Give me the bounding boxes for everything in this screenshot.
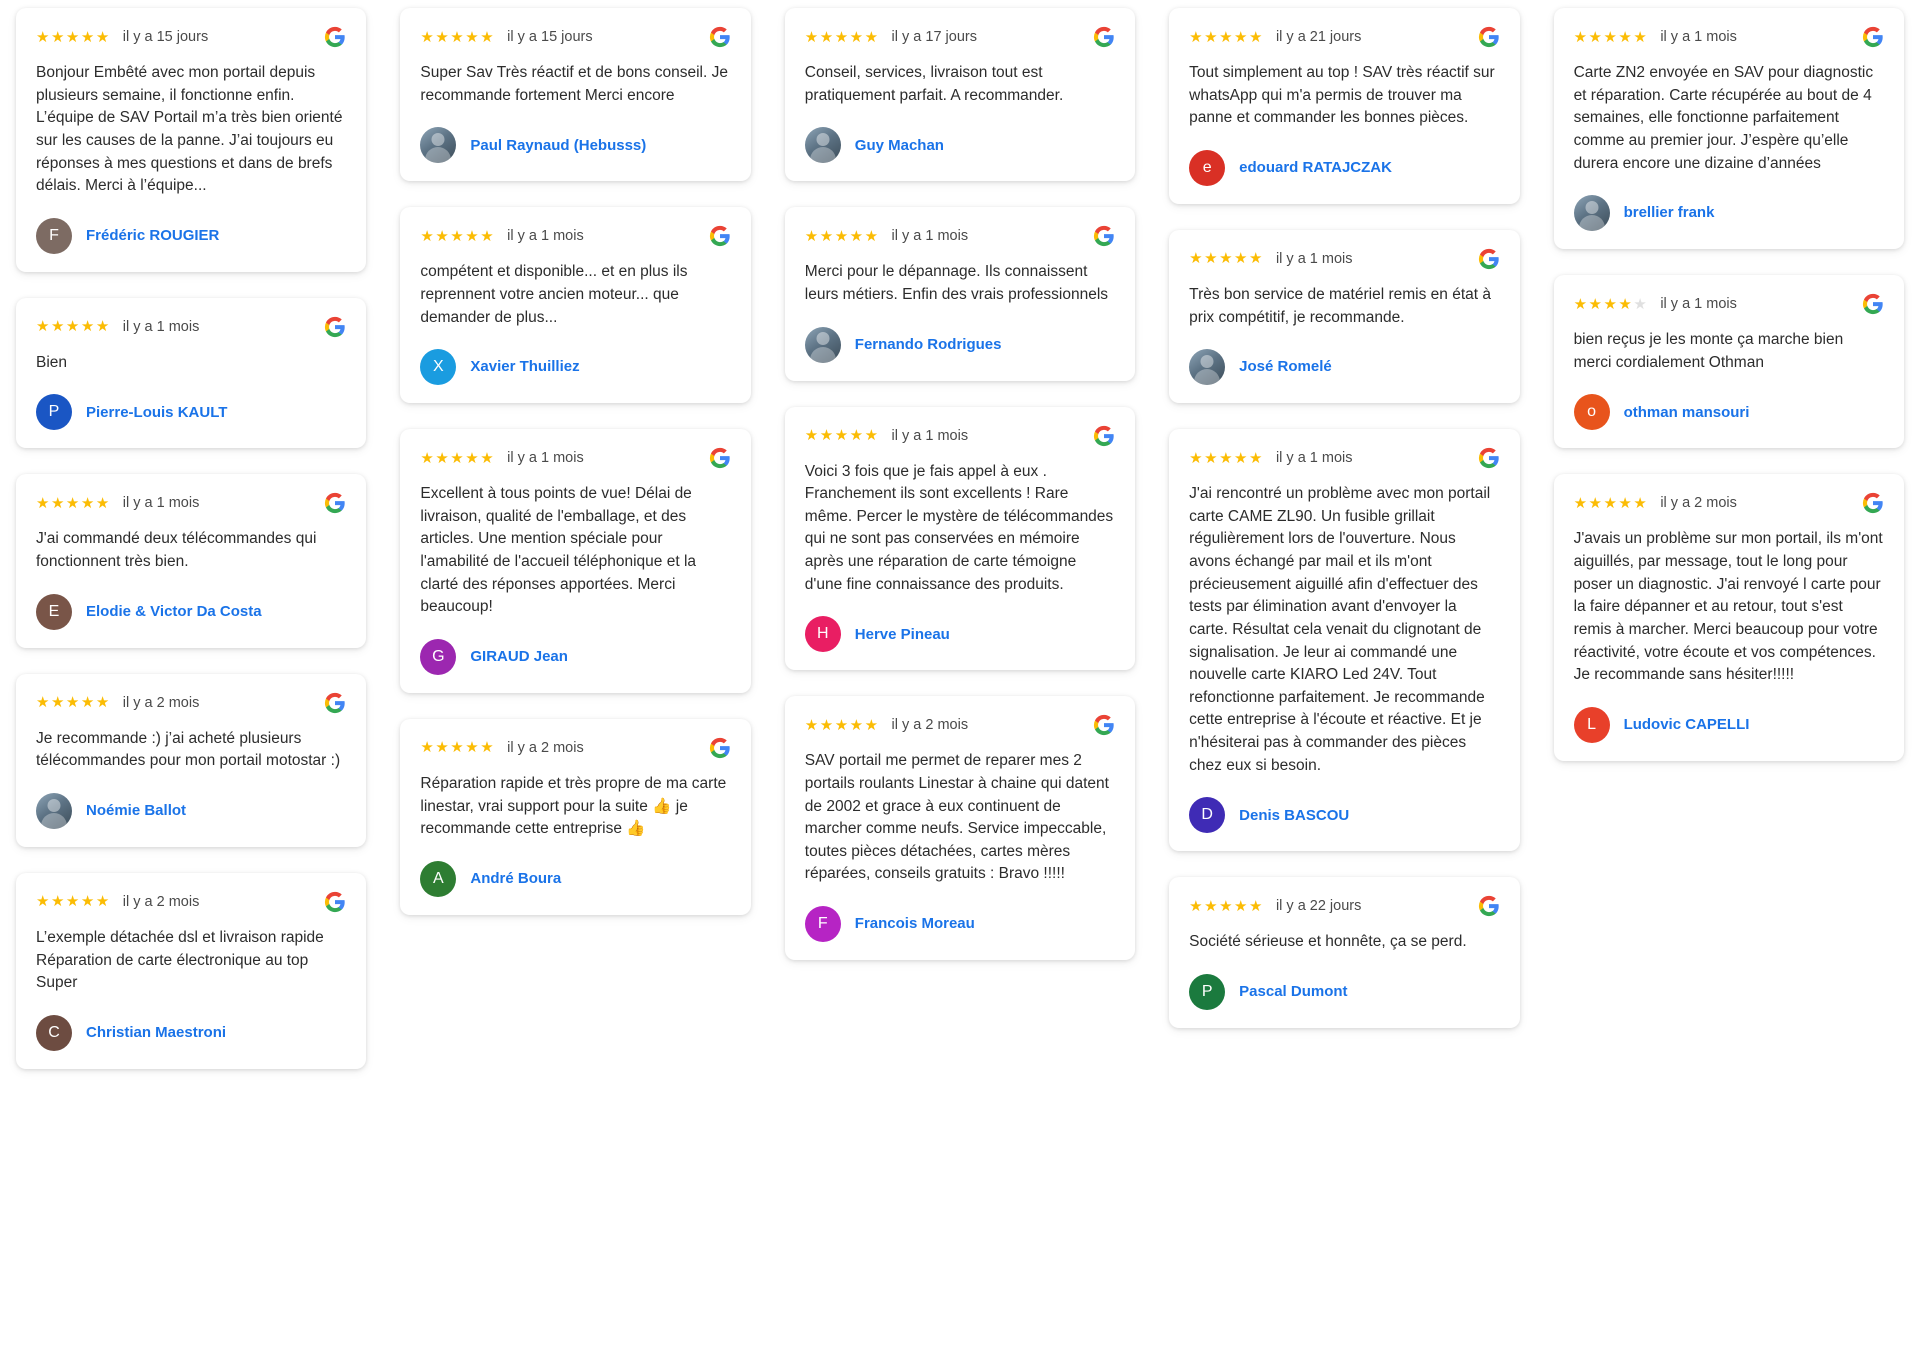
review-time: il y a 15 jours [122, 29, 209, 45]
avatar: X [420, 349, 456, 385]
avatar: P [36, 394, 72, 430]
review-header [805, 425, 1115, 447]
review-header [1574, 492, 1884, 514]
review-text: Société sérieuse et honnête, ça se perd. [1189, 933, 1467, 951]
review-author-row[interactable] [1189, 974, 1499, 1010]
review-author-row[interactable] [1189, 150, 1499, 186]
review-card[interactable] [400, 207, 750, 403]
review-card[interactable] [16, 474, 366, 647]
review-header [1189, 26, 1499, 48]
review-card[interactable] [16, 873, 366, 1069]
google-g-icon [1093, 425, 1115, 447]
review-time: il y a 17 jours [891, 29, 977, 45]
rating-stars: ★★★★★ [804, 28, 880, 46]
review-time: il y a 21 jours [1275, 29, 1362, 45]
review-author-row[interactable] [1574, 195, 1884, 231]
review-author-name[interactable]: Pascal Dumont [1239, 983, 1348, 1001]
review-time: il y a 2 mois [122, 893, 200, 910]
review-text: Conseil, services, livraison tout est pratiquement parfait. A recommander. [804, 64, 1064, 104]
review-time: il y a 2 mois [1660, 495, 1737, 512]
review-author-name[interactable]: othman mansouri [1623, 403, 1750, 421]
google-g-icon [1862, 26, 1884, 48]
review-text: Super Sav Très réactif et de bons conseil. Je recommande fortement Merci encore [420, 64, 728, 104]
avatar: F [36, 218, 72, 254]
google-g-icon [1478, 447, 1500, 469]
review-author-row[interactable] [1189, 797, 1499, 833]
review-author-row[interactable] [1574, 707, 1884, 743]
review-header [420, 737, 730, 759]
review-author-name[interactable]: Noémie Ballot [86, 802, 187, 820]
review-header [1189, 447, 1499, 469]
review-header [1574, 293, 1884, 315]
google-g-icon [1093, 714, 1115, 736]
review-author-name[interactable]: Fernando Rodrigues [854, 335, 1002, 353]
avatar: P [1189, 974, 1225, 1010]
google-g-icon [1478, 26, 1500, 48]
review-text: compétent et disponible... et en plus ils reprennent votre ancien moteur... que demander de plus... [420, 263, 688, 326]
review-text: SAV portail me permet de reparer mes 2 portails roulants Linestar à chaine qui datent de 2002 et grace à eux continuent de marcher comme neufs. Service impeccable, toutes pièces détachées, cartes mères réparées, conseils gratuits : Bravo !!!!! [804, 752, 1109, 883]
rating-stars: ★★★★★ [36, 28, 111, 46]
review-card[interactable] [1554, 275, 1904, 448]
rating-stars: ★★★★★ [1573, 494, 1649, 512]
review-header [36, 492, 346, 514]
review-card[interactable] [1554, 8, 1904, 249]
review-text: Excellent à tous points de vue! Délai de livraison, qualité de l'emballage, et des articles. Une mention spéciale pour l'amabilité de l'accueil téléphonique et la clarté des réponses apportées. Merci beaucoup! [420, 485, 697, 616]
avatar [805, 327, 841, 363]
review-author-row[interactable] [36, 218, 346, 254]
google-g-icon [324, 692, 346, 714]
review-author-row[interactable] [36, 1015, 346, 1051]
review-author-row[interactable] [1574, 394, 1884, 430]
review-card[interactable] [1169, 877, 1519, 1028]
rating-stars: ★★★★★ [36, 893, 111, 911]
rating-stars: ★★★★★ [420, 28, 496, 46]
review-author-name[interactable]: Elodie & Victor Da Costa [86, 602, 262, 620]
rating-stars: ★★★★★ [1189, 250, 1264, 268]
rating-stars: ★★★★★ [1189, 897, 1264, 915]
avatar [36, 793, 72, 829]
review-time: il y a 1 mois [1275, 450, 1353, 467]
review-card[interactable] [1169, 230, 1519, 403]
review-text: Très bon service de matériel remis en état à prix compétitif, je recommande. [1189, 285, 1491, 326]
review-text: J'ai rencontré un problème avec mon portail carte CAME ZL90. Un fusible grillait régulièrement lors de l'ouverture. Nous avons échangé par mail et ils m'ont précieusement aiguillé afin d'effectuer des tests par élimination avant d'envoyer la carte. Résultat cela venait du clignotant de signalisation. Je leur ai commandé une nouvelle carte KIARO Led 24V. Tout refonctionne parfaitement. Je recommande cette entreprise à l'écoute et réactive. Et je n'hésiterai pas à commander des pièces chez eux si besoin. [1189, 485, 1491, 774]
review-card[interactable] [1169, 8, 1519, 204]
google-g-icon [709, 737, 731, 759]
avatar: H [805, 616, 841, 652]
rating-stars: ★★★★★ [804, 427, 880, 444]
review-author-row[interactable] [805, 906, 1115, 942]
review-author-name[interactable]: brellier frank [1623, 204, 1715, 222]
google-g-icon [1478, 895, 1500, 917]
google-g-icon [324, 26, 346, 48]
avatar: G [420, 639, 456, 675]
review-text: L’exemple détachée dsl et livraison rapide Réparation de carte électronique au top Super [36, 928, 324, 992]
review-time: il y a 1 mois [891, 427, 969, 444]
review-time: il y a 22 jours [1275, 898, 1362, 915]
review-author-row[interactable] [1189, 349, 1499, 385]
rating-stars: ★★★★★ [36, 318, 111, 336]
review-text: Merci pour le dépannage. Ils connaissent leurs métiers. Enfin des vrais professionnels [804, 263, 1109, 303]
avatar [1574, 195, 1610, 231]
avatar: D [1189, 797, 1225, 833]
google-g-icon [1093, 26, 1115, 48]
rating-stars: ★★★★★ [1573, 295, 1649, 313]
review-header [36, 692, 346, 714]
avatar: o [1574, 394, 1610, 430]
rating-stars: ★★★★★ [1189, 449, 1264, 467]
review-text: Tout simplement au top ! SAV très réactif sur whatsApp qui m'a permis de trouver ma panne et commander les bonnes pièces. [1189, 64, 1495, 127]
review-time: il y a 1 mois [507, 450, 584, 467]
review-author-name[interactable]: José Romelé [1239, 358, 1332, 376]
review-header [36, 316, 346, 338]
review-card[interactable] [1554, 474, 1904, 760]
avatar: E [36, 594, 72, 630]
review-time: il y a 2 mois [507, 739, 584, 756]
review-time: il y a 1 mois [122, 495, 200, 512]
rating-stars: ★★★★★ [420, 227, 496, 245]
review-author-row[interactable] [36, 793, 346, 829]
review-header [420, 225, 730, 247]
review-author-name[interactable]: Denis BASCOU [1239, 806, 1350, 824]
review-time: il y a 1 mois [1660, 296, 1737, 313]
review-time: il y a 15 jours [507, 29, 593, 45]
google-g-icon [324, 492, 346, 514]
review-card[interactable] [1169, 429, 1519, 851]
review-author-name[interactable]: Pierre-Louis KAULT [86, 403, 228, 421]
review-time: il y a 1 mois [122, 318, 200, 335]
google-g-icon [709, 225, 731, 247]
review-header [805, 26, 1115, 48]
review-author-name[interactable]: André Boura [470, 870, 562, 887]
google-g-icon [709, 447, 731, 469]
review-card[interactable] [785, 407, 1135, 671]
review-card[interactable] [400, 429, 750, 693]
review-author-name[interactable]: Xavier Thuilliez [470, 358, 580, 376]
review-author-name[interactable]: Frédéric ROUGIER [86, 227, 220, 244]
review-header [1189, 248, 1499, 270]
google-g-icon [1862, 293, 1884, 315]
review-author-name[interactable]: Francois Moreau [854, 915, 975, 933]
reviews-grid [10, 8, 1910, 1069]
rating-stars: ★★★★★ [420, 449, 496, 467]
avatar [1189, 349, 1225, 385]
review-card[interactable] [785, 8, 1135, 181]
avatar: A [420, 861, 456, 897]
google-g-icon [324, 316, 346, 338]
review-text: J'avais un problème sur mon portail, ils m'ont aiguillés, par message, tout le long pour poser un diagnostic. J'ai renvoyé l carte pour la faire dépanner et au retour, tout s'est remis à marcher. Merci beaucoup pour votre réactivité, votre écoute et vos compétences. Je recommande sans hésiter!!!!! [1573, 530, 1883, 684]
review-author-row[interactable] [420, 349, 730, 385]
review-header [420, 447, 730, 469]
review-header [1189, 895, 1499, 917]
rating-stars: ★★★★★ [1189, 28, 1264, 46]
review-time: il y a 1 mois [1275, 250, 1353, 267]
review-author-row[interactable] [36, 594, 346, 630]
review-time: il y a 1 mois [1660, 29, 1737, 45]
review-card[interactable] [400, 719, 750, 915]
review-text: Réparation rapide et très propre de ma carte linestar, vrai support pour la suite 👍 je recommande cette entreprise 👍 [420, 774, 727, 838]
rating-stars: ★★★★★ [804, 227, 880, 245]
review-text: Je recommande :) j’ai acheté plusieurs télécommandes pour mon portail motostar :) [36, 729, 341, 770]
rating-stars: ★★★★★ [420, 739, 496, 757]
avatar [805, 127, 841, 163]
review-text: J'ai commandé deux télécommandes qui fonctionnent très bien. [36, 530, 317, 570]
review-time: il y a 2 mois [891, 717, 969, 734]
review-card[interactable] [400, 8, 750, 181]
review-card[interactable] [785, 207, 1135, 380]
avatar: F [805, 906, 841, 942]
review-time: il y a 1 mois [891, 228, 969, 245]
review-header [805, 225, 1115, 247]
review-header [1574, 26, 1884, 48]
review-author-row[interactable] [805, 127, 1115, 163]
review-author-name[interactable]: edouard RATAJCZAK [1239, 159, 1392, 177]
google-g-icon [709, 26, 731, 48]
review-author-name[interactable]: Guy Machan [854, 136, 944, 154]
review-card[interactable] [16, 674, 366, 847]
review-card[interactable] [785, 696, 1135, 960]
review-text: Bonjour Embêté avec mon portail depuis plusieurs semaine, il fonctionne enfin. L’équipe de SAV Portail m’a très bien orienté sur les causes de la panne. J’ai toujours eu réponses à mes questions et dans de brefs délais. Merci à l’équipe... [36, 64, 343, 195]
review-author-row[interactable] [805, 327, 1115, 363]
review-time: il y a 1 mois [507, 228, 584, 245]
review-author-row[interactable] [805, 616, 1115, 652]
review-header [36, 26, 346, 48]
review-text: Bien [36, 353, 68, 371]
review-header [805, 714, 1115, 736]
review-header [420, 26, 730, 48]
review-time: il y a 2 mois [122, 694, 200, 711]
avatar: L [1574, 707, 1610, 743]
google-g-icon [1862, 492, 1884, 514]
rating-stars: ★★★★★ [36, 494, 111, 512]
review-author-name[interactable]: Paul Raynaud (Hebusss) [470, 136, 647, 154]
rating-stars: ★★★★★ [36, 694, 111, 712]
review-author-row[interactable] [420, 861, 730, 897]
rating-stars: ★★★★★ [804, 716, 880, 734]
review-author-row[interactable] [36, 394, 346, 430]
review-card[interactable] [16, 8, 366, 272]
avatar: C [36, 1015, 72, 1051]
review-text: Carte ZN2 envoyée en SAV pour diagnostic et réparation. Carte récupérée au bout de 4 semaines, elle fonctionne parfaitement comme au premier jour. J’espère qu’elle durera encore une dizaine d’années [1573, 64, 1874, 172]
review-author-name[interactable]: Christian Maestroni [86, 1024, 227, 1041]
review-author-name[interactable]: Herve Pineau [854, 625, 950, 643]
avatar: e [1189, 150, 1225, 186]
review-author-name[interactable]: GIRAUD Jean [470, 648, 568, 666]
review-text: bien reçus je les monte ça marche bien merci cordialement Othman [1573, 331, 1844, 371]
google-g-icon [1093, 225, 1115, 247]
review-author-name[interactable]: Ludovic CAPELLI [1623, 716, 1750, 733]
rating-stars: ★★★★★ [1573, 28, 1649, 46]
review-card[interactable] [16, 298, 366, 449]
review-author-row[interactable] [420, 127, 730, 163]
google-g-icon [324, 891, 346, 913]
google-g-icon [1478, 248, 1500, 270]
review-author-row[interactable] [420, 639, 730, 675]
review-header [36, 891, 346, 913]
review-text: Voici 3 fois que je fais appel à eux . Franchement ils sont excellents ! Rare même. Percer le mystère de télécommandes qui ne sont pas conservées en mémoire après une réparation de carte témoigne d'une fine connaissance des produits. [804, 462, 1114, 593]
avatar [420, 127, 456, 163]
